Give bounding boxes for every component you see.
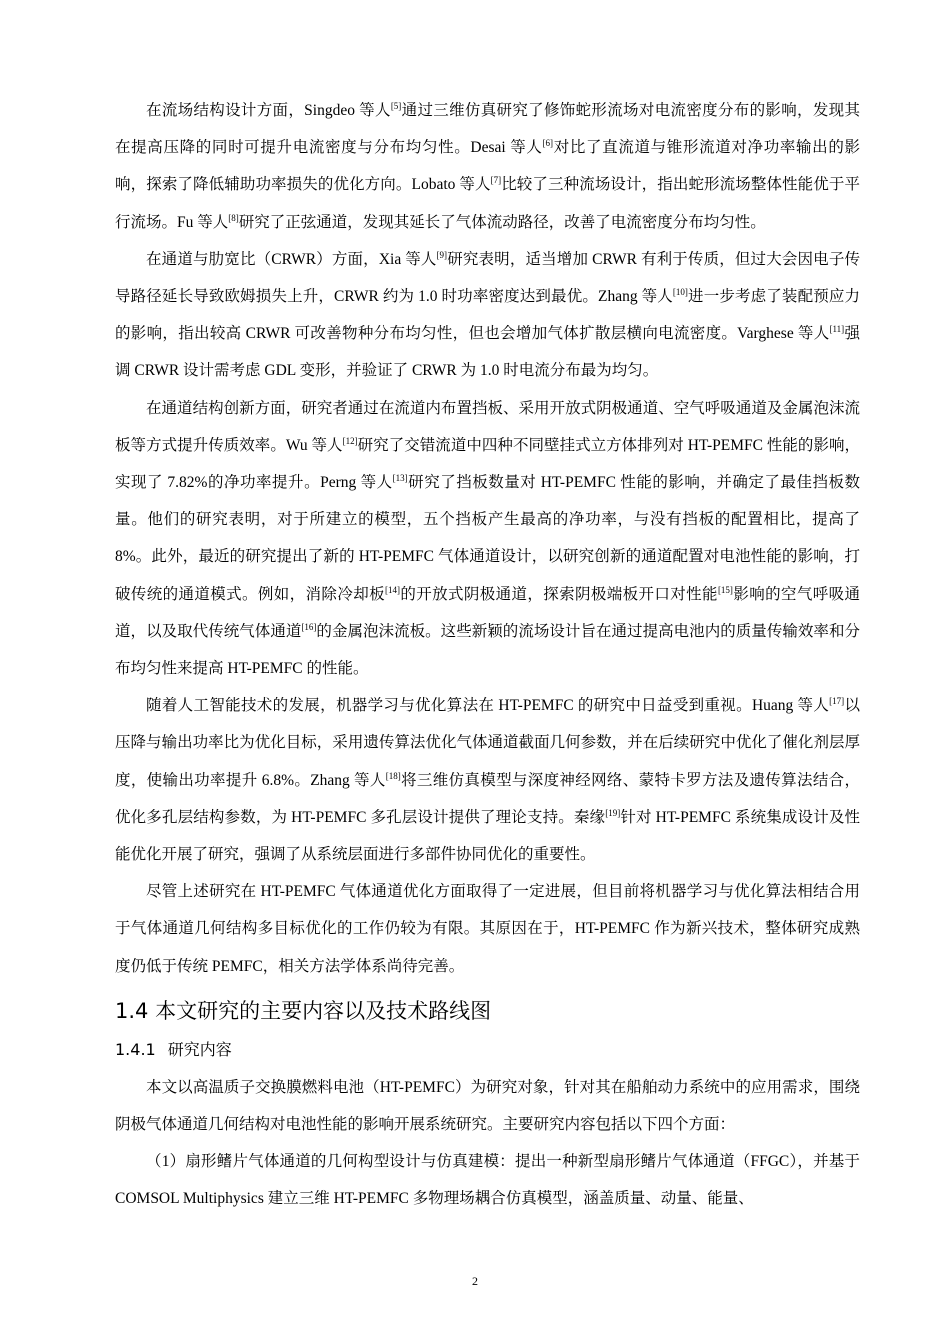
text-run: 进一步考虑了装配预应力的影响，指出较高 CRWR 可改善物种分布均匀性，但也会增加气体扩散层横向电流密度。Varghese 等人	[115, 288, 860, 343]
citation-ref: [10]	[672, 286, 688, 297]
body-paragraphs	[115, 92, 860, 985]
text-run: 本文以高温质子交换膜燃料电池（HT-PEMFC）为研究对象，针对其在船舶动力系统中的应用需求，围绕阴极气体通道几何结构对电池性能的影响开展系统研究。主要研究内容包括以下四个方面：	[115, 1078, 860, 1134]
citation-ref: [19]	[605, 807, 621, 818]
text-run: 影响的空气呼吸通道，以及取代传统气体通道	[115, 585, 860, 640]
text-run: 随着人工智能技术的发展，机器学习与优化算法在 HT-PEMFC 的研究中日益受到重视。Huang 等人	[146, 697, 830, 715]
paragraph-research-gap	[115, 873, 860, 985]
text-run: 研究了正弦通道，发现其延长了气体流动路径，改善了电流密度分布均匀性。	[238, 213, 766, 231]
subsection-title: 研究内容	[167, 1039, 232, 1059]
page-content	[115, 92, 860, 1218]
text-run: （1）扇形鳍片气体通道的几何构型设计与仿真建模：提出一种新型扇形鳍片气体通道（FFGC），并基于 COMSOL Multiphysics 建立三维 HT-PEMFC 多物理场耦合仿真模型，涵盖质量、动量、能量、	[115, 1153, 860, 1208]
text-run: 在通道结构创新方面，研究者通过在流道内布置挡板、采用开放式阴极通道、空气呼吸通道及金属泡沫流板等方式提升传质效率。Wu 等人	[115, 399, 860, 454]
text-run: 将三维仿真模型与深度神经网络、蒙特卡罗方法及遗传算法结合，优化多孔层结构参数，为 HT-PEMFC 多孔层设计提供了理论支持。秦缘	[115, 771, 860, 826]
paragraph-research-item-1	[115, 1143, 860, 1217]
text-run: 对比了直流道与锥形流道对净功率输出的影响，探索了降低辅助功率损失的优化方向。Lobato 等人	[115, 139, 860, 194]
text-run: 研究表明，适当增加 CRWR 有利于传质，但过大会因电子传导路径延长导致欧姆损失上升，CRWR 约为 1.0 时功率密度达到最优。Zhang 等人	[115, 250, 860, 306]
text-run: 在流场结构设计方面，Singdeo 等人	[146, 102, 391, 119]
text-run: 强调 CRWR 设计需考虑 GDL 变形，并验证了 CRWR 为 1.0 时电流分布最为均匀。	[115, 325, 860, 380]
citation-ref: [5]	[390, 100, 402, 111]
citation-ref: [15]	[717, 584, 733, 595]
citation-ref: [7]	[490, 175, 502, 186]
paragraph-research-intro	[115, 1069, 860, 1143]
text-run: 通过三维仿真研究了修饰蛇形流场对电流密度分布的影响，发现其在提高压降的同时可提升电流密度与分布均匀性。Desai 等人	[115, 102, 860, 157]
citation-ref: [11]	[829, 324, 845, 335]
text-run: 研究了交错流道中四种不同壁挂式立方体排列对 HT-PEMFC 性能的影响，实现了 7.82%的净功率提升。Perng 等人	[115, 436, 861, 492]
subsection-number: 1.4.1	[115, 1039, 156, 1059]
text-run: 的开放式阴极通道，探索阴极端板开口对性能	[399, 585, 718, 603]
page-number: 2	[472, 1274, 478, 1288]
research-content-paragraphs	[115, 1069, 860, 1218]
text-run: 比较了三种流场设计，指出蛇形流场整体性能优于平行流场。Fu 等人	[115, 176, 860, 231]
text-run: 针对 HT-PEMFC 系统集成设计及性能优化开展了研究，强调了从系统层面进行多部件协同优化的重要性。	[115, 808, 860, 864]
paragraph-crwr	[115, 241, 860, 390]
citation-ref: [17]	[829, 696, 845, 707]
citation-ref: [9]	[436, 249, 448, 260]
citation-ref: [12]	[342, 435, 358, 446]
paragraph-machine-learning	[115, 687, 860, 873]
subsection-heading	[115, 1031, 860, 1069]
text-run: 尽管上述研究在 HT-PEMFC 气体通道优化方面取得了一定进展，但目前将机器学习与优化算法相结合用于气体通道几何结构多目标优化的工作仍较为有限。其原因在于，HT-PEMFC 作为新兴技术，整体研究成熟度仍低于传统 PEMFC，相关方法学体系尚待完善。	[115, 883, 860, 975]
citation-ref: [8]	[228, 212, 239, 223]
paragraph-channel-innovation	[115, 390, 860, 688]
paragraph-flow-field	[115, 92, 860, 241]
text-run: 的金属泡沫流板。这些新颖的流场设计旨在通过提高电池内的质量传输效率和分布均匀性来提高 HT-PEMFC 的性能。	[115, 622, 860, 678]
citation-ref: [14]	[384, 584, 400, 595]
text-run: 以压降与输出功率比为优化目标，采用遗传算法优化气体通道截面几何参数，并在后续研究中优化了催化剂层厚度，使输出功率提升 6.8%。Zhang 等人	[115, 697, 860, 789]
citation-ref: [13]	[392, 472, 408, 483]
text-run: 在通道与肋宽比（CRWR）方面，Xia 等人	[146, 250, 437, 268]
citation-ref: [16]	[301, 621, 317, 632]
text-run: 研究了挡板数量对 HT-PEMFC 性能的影响，并确定了最佳挡板数量。他们的研究表明，对于所建立的模型，五个挡板产生最高的净功率，与没有挡板的配置相比，提高了 8%。此外，最近的研究提出了新的 HT-PEMFC 气体通道设计，以研究创新的通道配置对电池性能的影响，打破传统的通道模式。例如，消除冷却板	[115, 474, 861, 603]
section-heading: 1.4 本文研究的主要内容以及技术路线图	[115, 998, 492, 1023]
citation-ref: [6]	[542, 138, 554, 149]
citation-ref: [18]	[385, 770, 401, 781]
